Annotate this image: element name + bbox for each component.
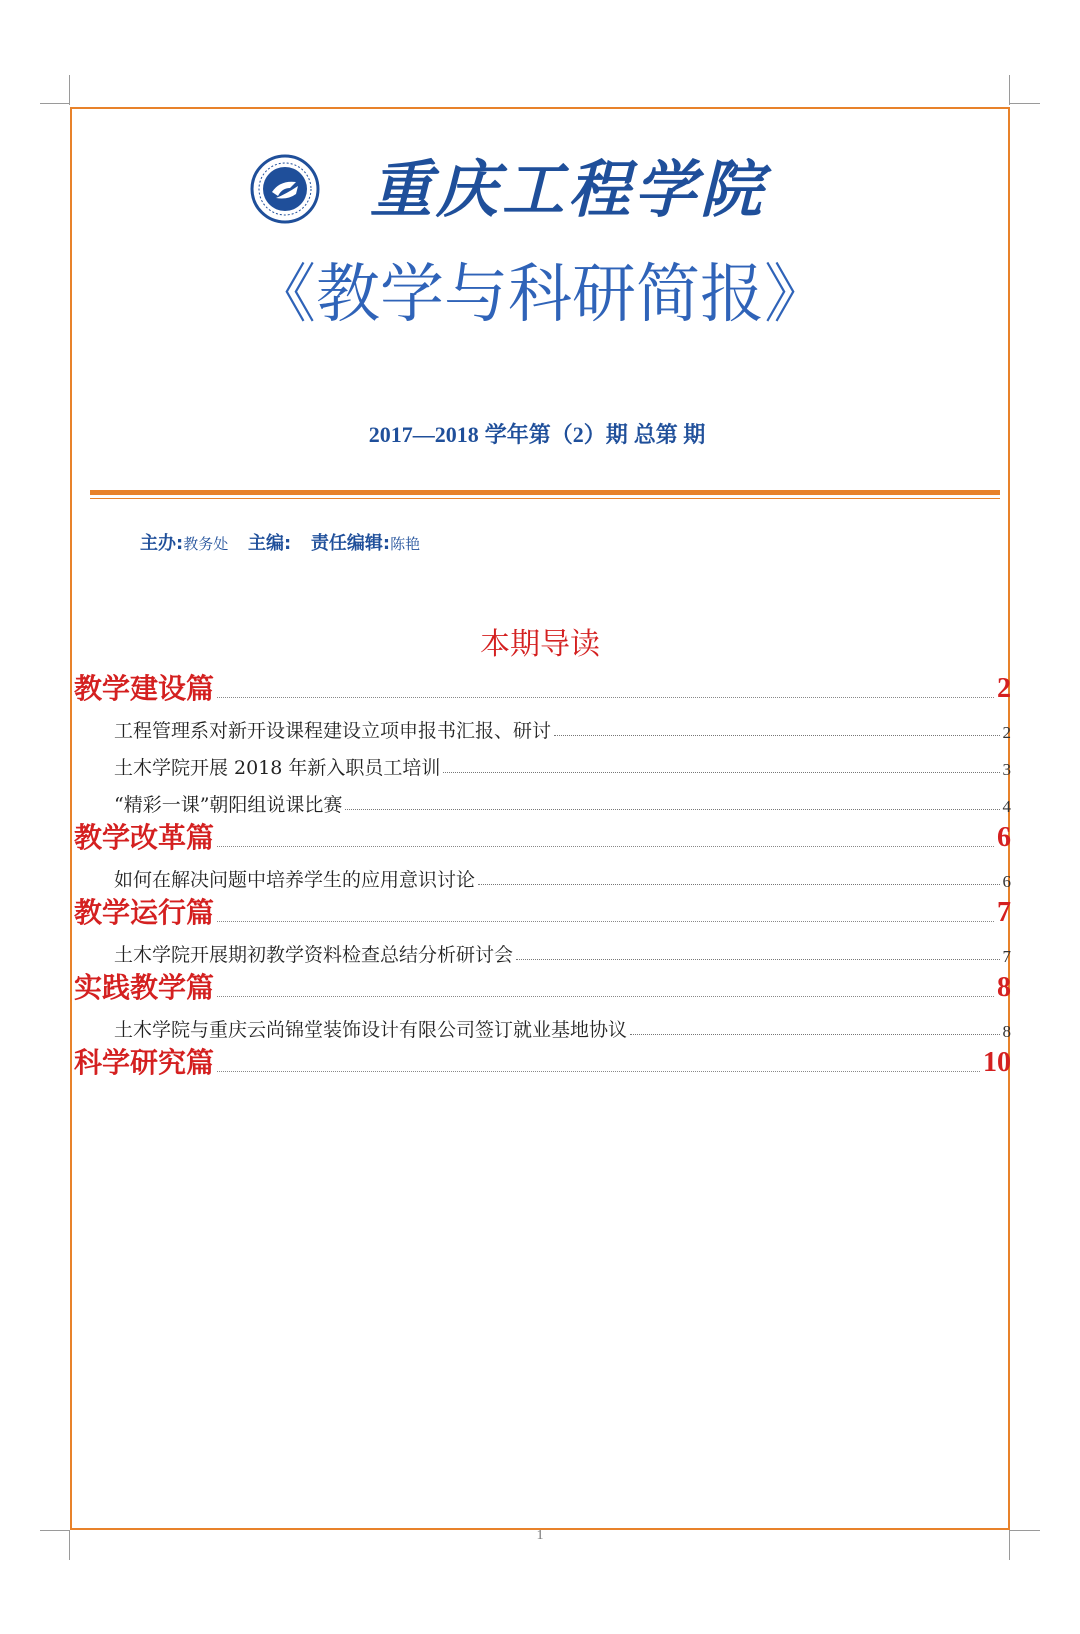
- school-seal-logo: [250, 154, 320, 224]
- toc-leader-dots: [217, 1071, 980, 1072]
- toc-title: 本期导读: [480, 627, 600, 662]
- issue-total: 总第 期: [633, 422, 706, 447]
- bulletin-title: 《教学与科研简报》: [252, 258, 828, 332]
- responsible-editor-value: 陈艳: [390, 535, 421, 553]
- toc-section-title: 教学改革篇: [74, 821, 215, 855]
- toc-entry[interactable]: [74, 780, 1011, 817]
- toc-section-page: 2: [997, 673, 1011, 705]
- divider-thick: [90, 490, 1000, 495]
- toc-entry-page: 2: [1002, 722, 1011, 742]
- toc-section-title: 教学建设篇: [74, 672, 215, 706]
- toc-leader-dots: [345, 809, 999, 810]
- toc-entry-page: 3: [1002, 759, 1011, 779]
- toc-leader-dots: [217, 921, 994, 922]
- toc-section[interactable]: [74, 1042, 1011, 1080]
- toc-leader-dots: [630, 1034, 999, 1035]
- toc-leader-dots: [554, 735, 999, 736]
- toc-section[interactable]: [74, 892, 1011, 930]
- table-of-contents: [74, 668, 1011, 1080]
- toc-entry-page: 6: [1002, 871, 1011, 891]
- toc-entry-title: 如何在解决问题中培养学生的应用意识讨论: [114, 869, 476, 892]
- toc-section-title: 科学研究篇: [74, 1046, 215, 1080]
- issue-year-range: 2017—2018: [368, 422, 479, 447]
- toc-section[interactable]: [74, 817, 1011, 855]
- toc-leader-dots: [217, 996, 994, 997]
- toc-entry-page: 4: [1002, 796, 1011, 816]
- toc-entry[interactable]: [74, 706, 1011, 743]
- school-name: 重庆工程学院: [370, 153, 767, 226]
- page-number: 1: [536, 1528, 544, 1543]
- toc-section-page: 10: [983, 1047, 1011, 1079]
- divider-thin: [90, 498, 1000, 499]
- crop-mark: [69, 75, 70, 105]
- toc-entry-title: 土木学院开展 2018 年新入职员工培训: [114, 757, 441, 780]
- toc-section-title: 教学运行篇: [74, 896, 215, 930]
- toc-leader-dots: [217, 697, 994, 698]
- host-value: 教务处: [183, 535, 229, 553]
- toc-entry-page: 8: [1002, 1021, 1011, 1041]
- toc-section-page: 8: [997, 972, 1011, 1004]
- toc-section[interactable]: [74, 668, 1011, 706]
- toc-section[interactable]: [74, 967, 1011, 1005]
- toc-section-title: 实践教学篇: [74, 971, 215, 1005]
- toc-entry-title: “精彩一课”朝阳组说课比赛: [114, 794, 343, 817]
- chief-editor-label: 主编:: [247, 533, 292, 554]
- toc-entry[interactable]: [74, 855, 1011, 892]
- responsible-editor-label: 责任编辑:: [310, 533, 391, 554]
- toc-entry-page: 7: [1002, 946, 1011, 966]
- toc-leader-dots: [516, 959, 999, 960]
- crop-mark: [1010, 103, 1040, 104]
- toc-entry[interactable]: [74, 743, 1011, 780]
- toc-entry-title: 土木学院与重庆云尚锦堂装饰设计有限公司签订就业基地协议: [114, 1019, 628, 1042]
- editor-credits: [140, 530, 434, 558]
- toc-entry[interactable]: [74, 1005, 1011, 1042]
- toc-section-page: 7: [997, 897, 1011, 929]
- toc-leader-dots: [443, 772, 999, 773]
- toc-entry[interactable]: [74, 930, 1011, 967]
- toc-entry-title: 土木学院开展期初教学资料检查总结分析研讨会: [114, 944, 514, 967]
- issue-line: [0, 420, 1080, 450]
- toc-entry-title: 工程管理系对新开设课程建设立项申报书汇报、研讨: [114, 720, 552, 743]
- school-header: [250, 150, 810, 230]
- crop-mark: [1009, 75, 1010, 105]
- host-label: 主办:: [140, 533, 184, 554]
- crop-mark: [40, 103, 70, 104]
- toc-leader-dots: [217, 846, 994, 847]
- toc-leader-dots: [478, 884, 999, 885]
- toc-section-page: 6: [997, 822, 1011, 854]
- issue-term: 学年第（2）期: [484, 422, 628, 447]
